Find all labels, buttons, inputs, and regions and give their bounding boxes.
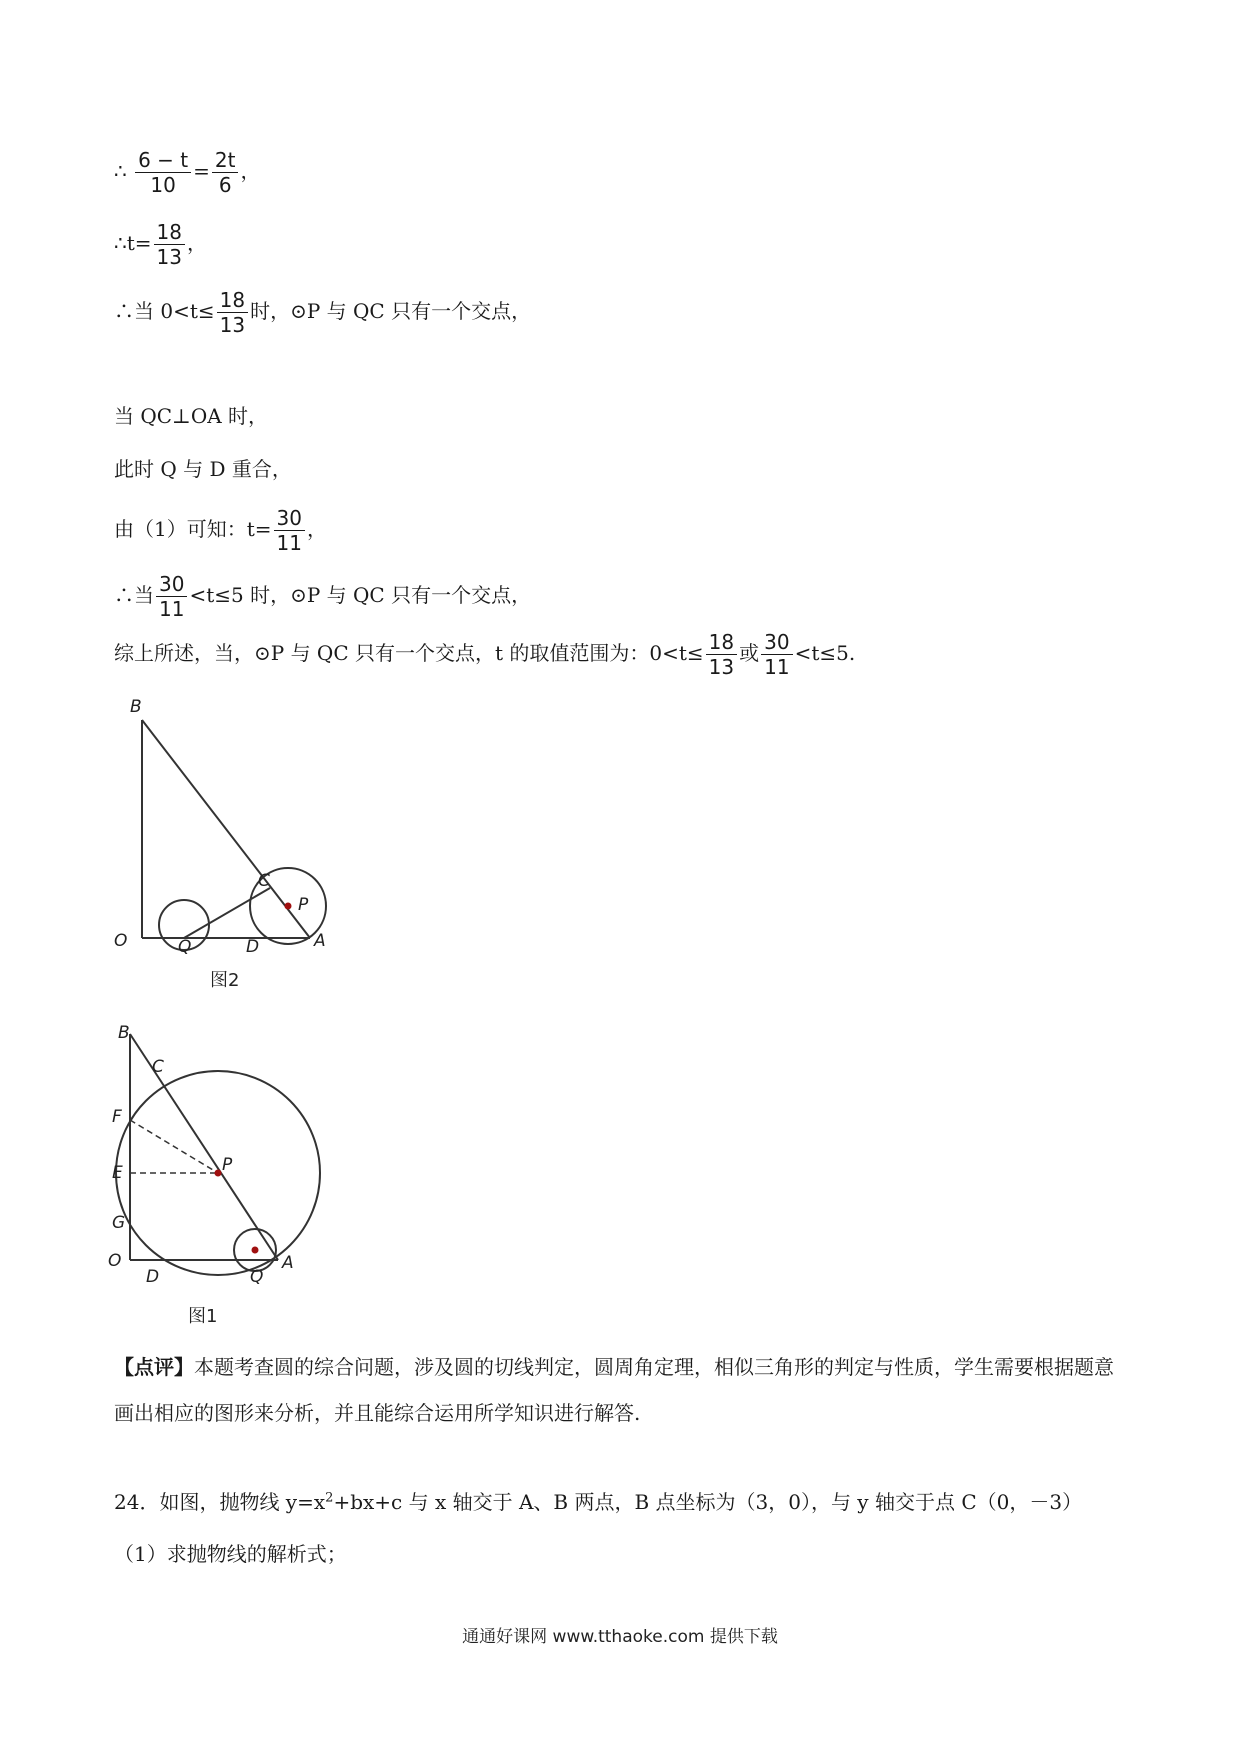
equation-line-2: [114, 220, 207, 269]
fraction: [154, 220, 185, 269]
comment-paragraph: [114, 1344, 1126, 1436]
exponent: 2: [325, 1490, 334, 1506]
problem-text: +bx+c 与 x 轴交于 A、B 两点，B 点坐标为（3，0），与 y 轴交于点 C（0，－3）: [333, 1490, 1083, 1514]
label-f: F: [112, 1107, 122, 1127]
fraction-denominator: 11: [764, 655, 790, 679]
fraction-denominator: 6: [218, 173, 232, 197]
fraction-numerator: 6 − t: [135, 148, 191, 173]
label-c: C: [258, 871, 270, 891]
label-d: D: [146, 1267, 160, 1287]
equation-line-6: [114, 506, 327, 555]
center-point-p: [215, 1170, 222, 1177]
label-b: B: [130, 697, 142, 717]
fraction-numerator: 30: [156, 572, 187, 597]
problem-text: 24．如图，抛物线 y=x: [114, 1490, 326, 1514]
fraction-numerator: 30: [761, 630, 792, 655]
figure-2-diagram: [110, 690, 340, 1010]
label-p: P: [222, 1155, 233, 1175]
label-c: C: [152, 1057, 164, 1077]
line-text: <t≤5 时，⊙P 与 QC 只有一个交点，: [189, 583, 532, 607]
fraction-numerator: 18: [706, 630, 737, 655]
comment-tag: 【点评】: [114, 1355, 194, 1379]
center-point-q: [252, 1247, 259, 1254]
fraction-numerator: 2t: [212, 148, 239, 173]
equation-line-8: [114, 630, 855, 679]
equation-text: t=: [126, 231, 152, 255]
therefore-symbol: ∴: [114, 159, 127, 183]
fraction-denominator: 10: [150, 173, 176, 197]
therefore-symbol: ∴: [114, 583, 134, 607]
label-g: G: [112, 1213, 126, 1233]
fraction-numerator: 18: [217, 288, 248, 313]
figure-1-diagram: [110, 1010, 370, 1330]
fraction: [156, 572, 187, 621]
line-text: 综上所述，当，⊙P 与 QC 只有一个交点，t 的取值范围为：0<t≤: [114, 641, 704, 665]
problem-24-statement: [114, 1488, 1082, 1516]
fraction: [217, 288, 248, 337]
label-q: Q: [178, 937, 192, 957]
text-line-4: 当 QC⊥OA 时，: [114, 404, 269, 428]
segment-qc: [184, 888, 270, 938]
line-text: 时，⊙P 与 QC 只有一个交点，: [250, 299, 532, 323]
center-point-p: [285, 903, 292, 910]
fraction-numerator: 18: [154, 220, 185, 245]
line-text: 或: [739, 641, 760, 665]
label-d: D: [246, 937, 260, 957]
punctuation: ，: [186, 231, 207, 255]
equation-line-3: [114, 288, 531, 337]
figure-1-caption: 图1: [188, 1306, 218, 1327]
therefore-symbol: ∴: [114, 299, 134, 323]
text-line-5: 此时 Q 与 D 重合，: [114, 457, 292, 481]
label-e: E: [112, 1163, 123, 1183]
page-footer: 通通好课网 www.tthaoke.com 提供下载: [462, 1627, 778, 1647]
fraction-denominator: 13: [219, 313, 246, 337]
fraction-denominator: 11: [159, 597, 185, 621]
line-text: 当: [134, 583, 154, 607]
equation-line-7: [114, 572, 531, 621]
label-o: O: [108, 1251, 122, 1271]
fraction-denominator: 13: [708, 655, 735, 679]
label-o: O: [114, 931, 128, 951]
comment-text: 本题考查圆的综合问题，涉及圆的切线判定，圆周角定理，相似三角形的判定与性质，学生需要根据题意画出相应的图形来分析，并且能综合运用所学知识进行解答.: [114, 1355, 1114, 1425]
label-b: B: [118, 1023, 130, 1043]
fraction: [274, 506, 305, 555]
line-text: 由（1）可知：t=: [114, 517, 272, 541]
punctuation: ，: [240, 159, 261, 183]
punctuation: ，: [306, 517, 327, 541]
problem-24-part-1: （1）求抛物线的解析式；: [114, 1542, 347, 1566]
fraction: [761, 630, 792, 679]
fraction-denominator: 13: [156, 245, 182, 269]
label-a: A: [282, 1253, 294, 1273]
figure-2-caption: 图2: [210, 970, 240, 991]
fraction: [212, 148, 239, 197]
fraction-denominator: 11: [276, 531, 302, 555]
line-text: 当 0<t≤: [134, 299, 215, 323]
label-q: Q: [250, 1267, 264, 1287]
fraction-numerator: 30: [274, 506, 305, 531]
fraction: [706, 630, 737, 679]
label-p: P: [298, 895, 309, 915]
fraction: [135, 148, 191, 197]
equals-sign: =: [193, 159, 210, 183]
therefore-symbol: ∴: [114, 231, 127, 255]
label-a: A: [314, 931, 326, 951]
equation-line-1: [114, 148, 260, 197]
line-text: <t≤5.: [794, 641, 856, 665]
